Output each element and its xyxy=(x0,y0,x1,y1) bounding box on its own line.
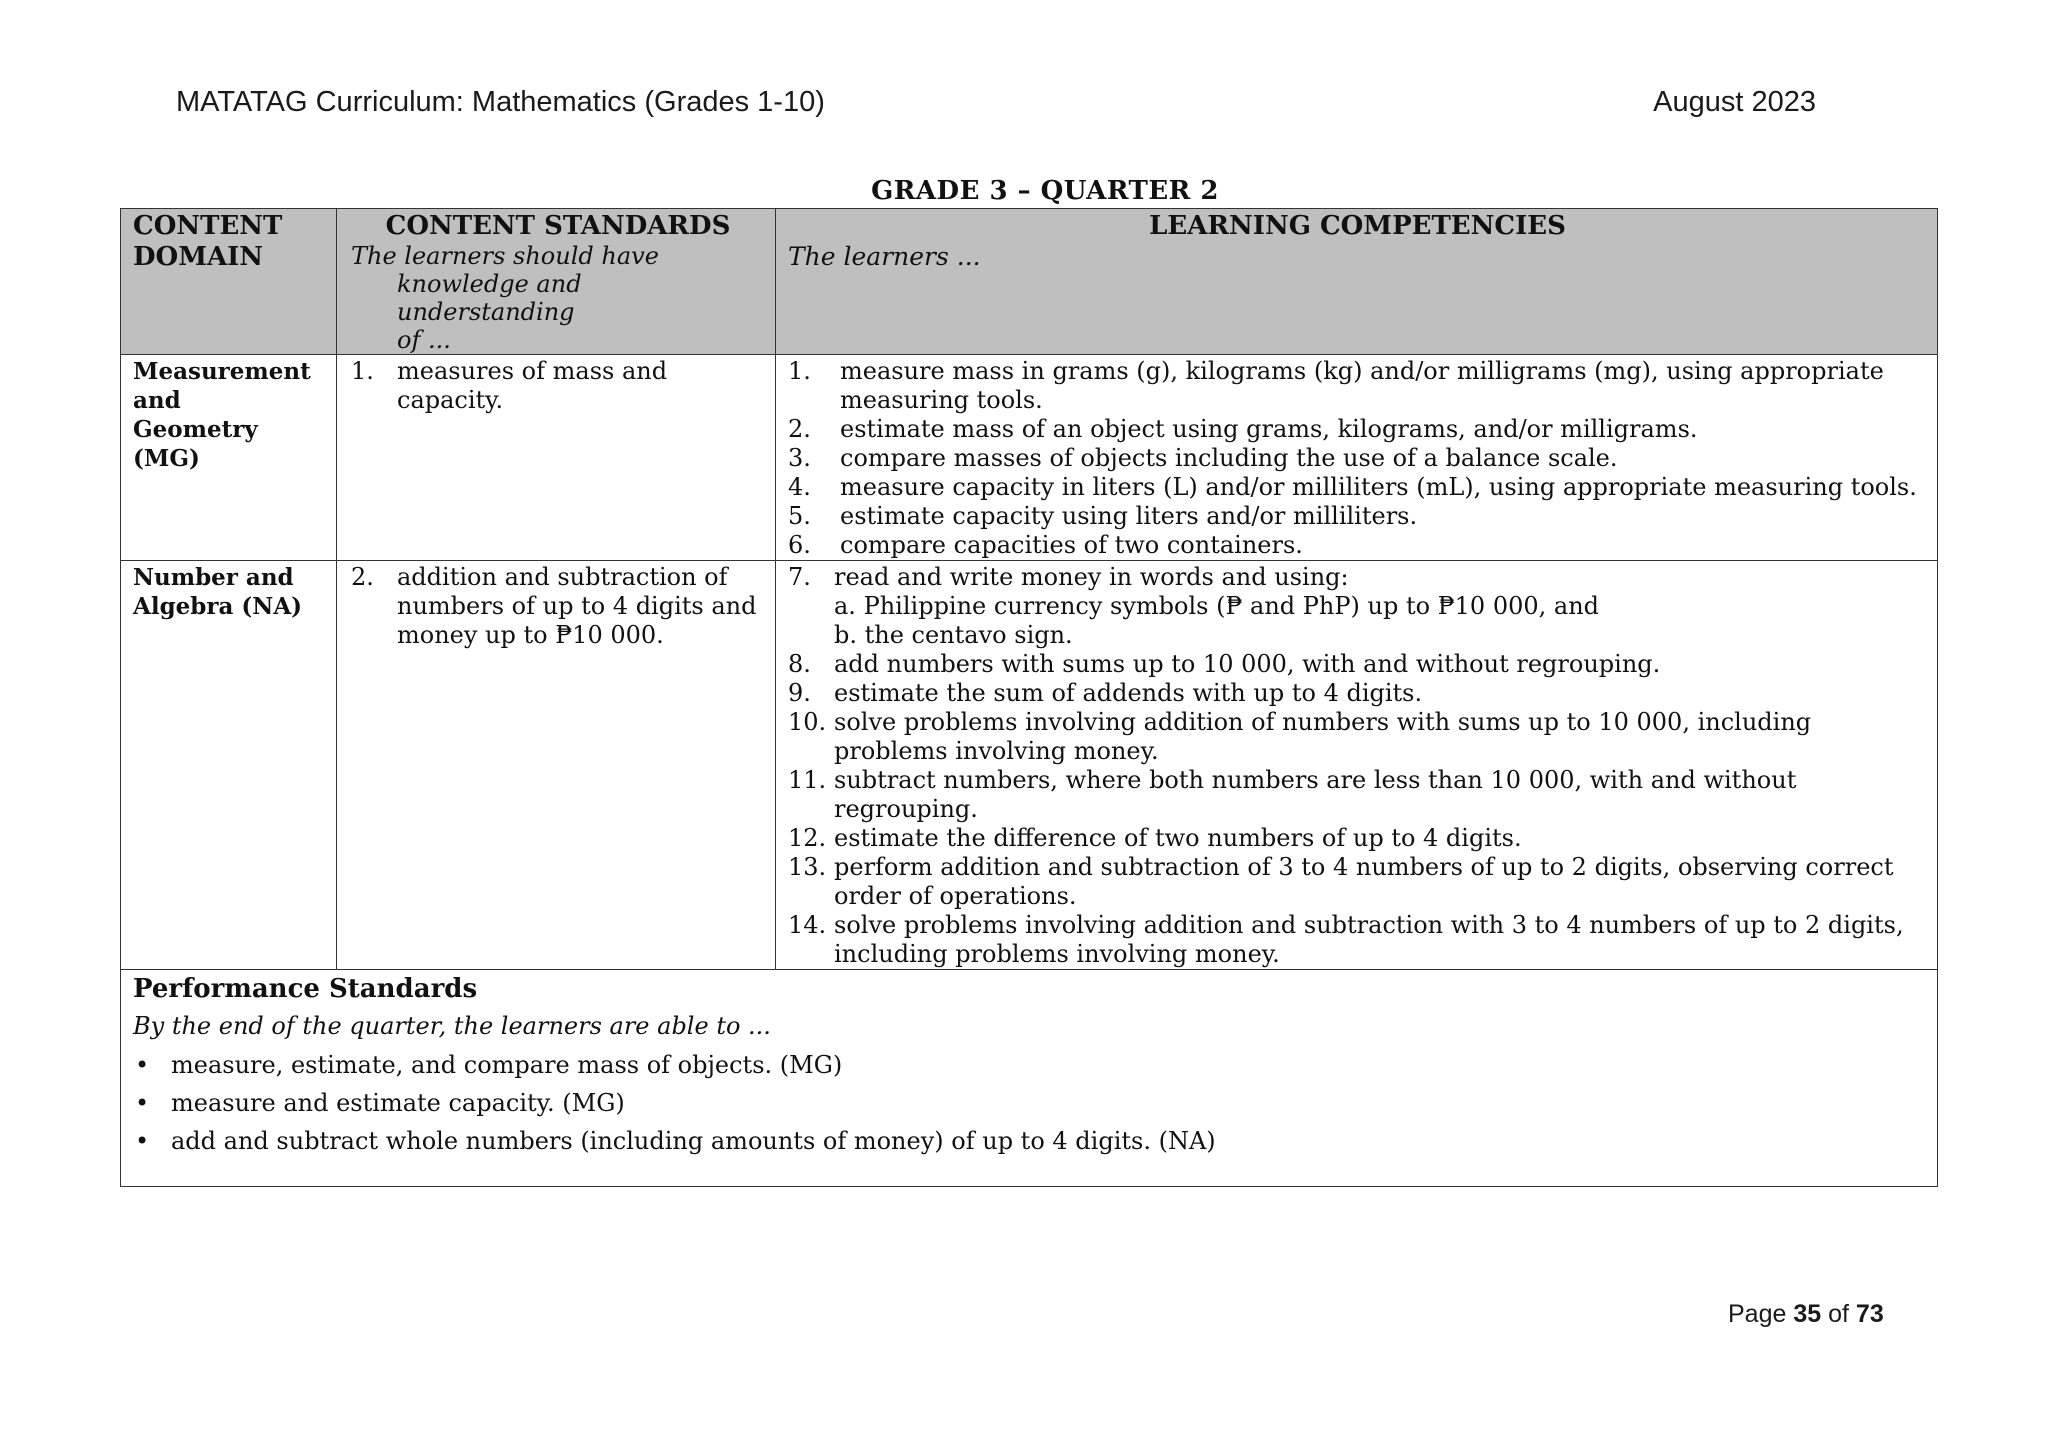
header-learning-competencies xyxy=(776,209,1938,355)
document-title: MATATAG Curriculum: Mathematics (Grades 1-10) xyxy=(176,86,825,118)
document-date: August 2023 xyxy=(1653,86,1816,118)
list-item: • measure and estimate capacity. (MG) xyxy=(133,1084,1925,1122)
list-item: • measure, estimate, and compare mass of objects. (MG) xyxy=(133,1046,1925,1084)
list-item: 7. read and write money in words and using: a. Philippine currency symbols (₱ and PhP) up to ₱10 000, and b. the centavo sign. xyxy=(788,563,1600,649)
list-item: 10. solve problems involving addition of numbers with sums up to 10 000, including problems involving money. xyxy=(788,708,1812,765)
header-content-domain: CONTENT DOMAIN xyxy=(121,209,337,355)
learning-competencies-title: LEARNING COMPETENCIES xyxy=(1149,211,1566,241)
content-standards-title: CONTENT STANDARDS xyxy=(385,211,731,241)
header-content-standards xyxy=(337,209,776,355)
performance-standards-row xyxy=(121,970,1938,1187)
list-item: 8. add numbers with sums up to 10 000, with and without regrouping. xyxy=(788,650,1661,678)
standards-cell-na xyxy=(337,561,776,970)
competencies-cell-na xyxy=(776,561,1938,970)
list-item: 1. measures of mass and capacity. xyxy=(351,357,668,414)
list-item: 4. measure capacity in liters (L) and/or milliliters (mL), using appropriate measuring tools. xyxy=(788,473,1917,501)
list-item: 13. perform addition and subtraction of 3 to 4 numbers of up to 2 digits, observing correct order of operations. xyxy=(788,853,1894,910)
performance-standards-cell xyxy=(121,970,1938,1187)
list-item: 1. measure mass in grams (g), kilograms (kg) and/or milligrams (mg), using appropriate measuring tools. xyxy=(788,357,1884,414)
page-number: Page 35 of 73 xyxy=(1728,1300,1884,1328)
competencies-cell-mg xyxy=(776,355,1938,561)
list-item: • add and subtract whole numbers (including amounts of money) of up to 4 digits. (NA) xyxy=(133,1122,1925,1160)
list-item: 2. estimate mass of an object using grams, kilograms, and/or milligrams. xyxy=(788,415,1698,443)
curriculum-table xyxy=(120,208,1938,1187)
performance-standards-title: Performance Standards xyxy=(133,974,478,1004)
list-item: 5. estimate capacity using liters and/or milliliters. xyxy=(788,502,1418,530)
list-item: 6. compare capacities of two containers. xyxy=(788,531,1303,559)
list-item: 2. addition and subtraction of numbers of up to 4 digits and money up to ₱10 000. xyxy=(351,563,757,649)
list-item: 14. solve problems involving addition and subtraction with 3 to 4 numbers of up to 2 digits, including problems involving money. xyxy=(788,911,1904,968)
list-item: 11. subtract numbers, where both numbers are less than 10 000, with and without regrouping. xyxy=(788,766,1797,823)
content-standards-subtitle: The learners should have knowledge and understanding of ... xyxy=(351,242,659,354)
list-item: 3. compare masses of objects including the use of a balance scale. xyxy=(788,444,1618,472)
performance-standards-list xyxy=(133,1046,1925,1160)
domain-cell-na: Number and Algebra (NA) xyxy=(121,561,337,970)
table-header-row xyxy=(121,209,1938,355)
domain-cell-mg: Measurement and Geometry (MG) xyxy=(121,355,337,561)
grade-quarter-title: GRADE 3 – QUARTER 2 xyxy=(871,176,1219,206)
list-item: 12. estimate the difference of two numbers of up to 4 digits. xyxy=(788,824,1522,852)
standards-cell-mg xyxy=(337,355,776,561)
table-row-measurement-geometry xyxy=(121,355,1938,561)
list-item: 9. estimate the sum of addends with up to 4 digits. xyxy=(788,679,1423,707)
table-row-number-algebra xyxy=(121,561,1938,970)
learning-competencies-subtitle: The learners ... xyxy=(788,242,981,271)
performance-standards-intro: By the end of the quarter, the learners are able to ... xyxy=(133,1012,771,1040)
